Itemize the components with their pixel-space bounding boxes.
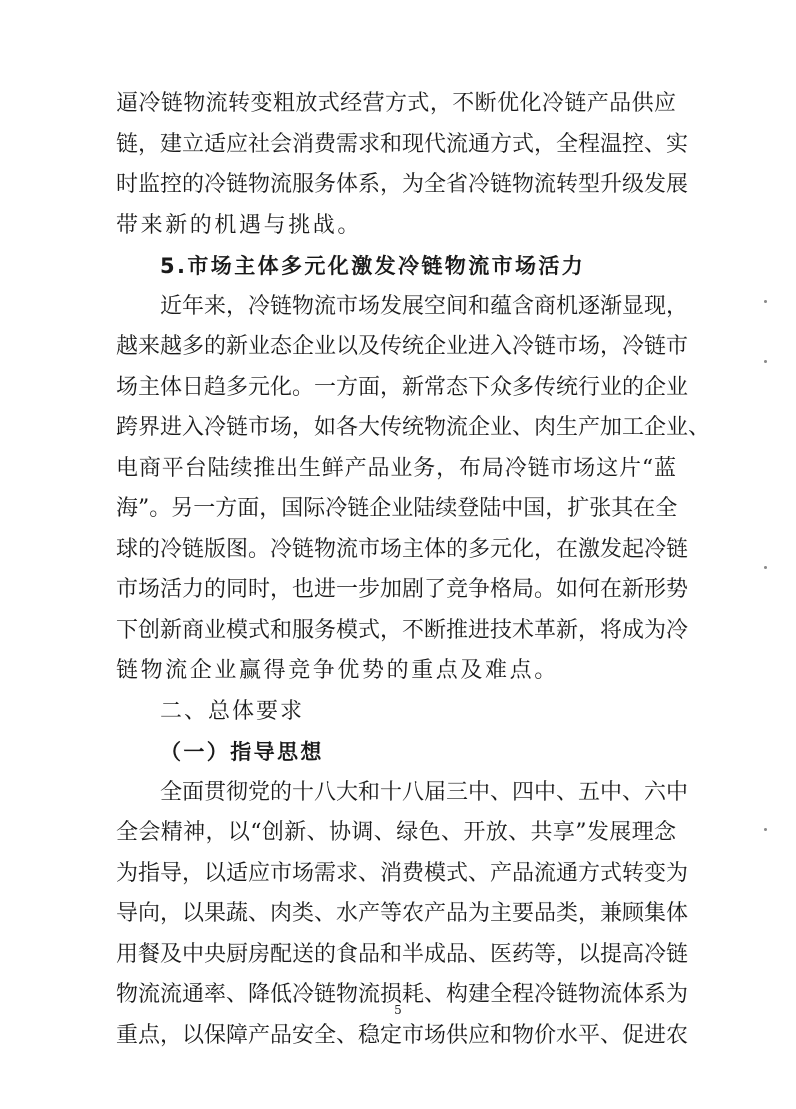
section-heading: 5.市场主体多元化激发冷链物流市场活力	[160, 254, 586, 278]
text-line: 全面贯彻党的十八大和十八届三中、四中、五中、六中	[160, 779, 689, 805]
text-line: 全会精神，以“创新、协调、绿色、开放、共享”发展理念	[116, 820, 676, 845]
text-line: 电商平台陆续推出生鲜产品业务，布局冷链市场这片“蓝	[116, 455, 676, 481]
text-line: 海”。另一方面，国际冷链企业陆续登陆中国，扩张其在全	[116, 496, 678, 521]
text-line: 重点，以保障产品安全、稳定市场供应和物价水平、促进农	[116, 1022, 689, 1048]
text-line: 球的冷链版图。冷链物流市场主体的多元化，在激发起冷链	[116, 536, 689, 562]
document-body	[116, 84, 711, 1056]
page-number: 5	[394, 1003, 402, 1017]
margin-mark	[764, 566, 767, 569]
chapter-heading: 二、总体要求	[160, 698, 305, 724]
margin-mark	[764, 360, 767, 363]
text-line: 市场活力的同时，也进一步加剧了竞争格局。如何在新形势	[116, 577, 689, 602]
text-line: 链，建立适应社会消费需求和现代流通方式，全程温控、实	[116, 131, 689, 157]
margin-mark	[764, 828, 767, 831]
subsection-heading: （一）指导思想	[160, 740, 324, 764]
text-line: 近年来，冷链物流市场发展空间和蕴含商机逐渐显现，	[160, 293, 689, 319]
text-line: 为指导，以适应市场需求、消费模式、产品流通方式转变为	[116, 860, 689, 886]
text-line: 逼冷链物流转变粗放式经营方式，不断优化冷链产品供应	[116, 91, 676, 116]
text-line: 链物流企业赢得竞争优势的重点及难点。	[116, 658, 559, 683]
text-line: 导向，以果蔬、肉类、水产等农产品为主要品类，兼顾集体	[116, 901, 689, 926]
text-line: 带来新的机遇与挑战。	[116, 212, 363, 238]
text-line: 用餐及中央厨房配送的食品和半成品、医药等，以提高冷链	[116, 941, 689, 967]
text-line: 跨界进入冷链市场，如各大传统物流企业、肉生产加工企业、	[116, 415, 711, 440]
text-line: 下创新商业模式和服务模式，不断推进技术革新，将成为冷	[116, 617, 689, 643]
text-line: 场主体日趋多元化。一方面，新常态下众多传统行业的企业	[116, 374, 689, 400]
margin-mark	[764, 300, 767, 303]
text-line: 时监控的冷链物流服务体系，为全省冷链物流转型升级发展	[116, 172, 689, 197]
text-line: 越来越多的新业态企业以及传统企业进入冷链市场，冷链市	[116, 334, 689, 359]
text-line: 物流流通率、降低冷链物流损耗、构建全程冷链物流体系为	[116, 982, 689, 1007]
